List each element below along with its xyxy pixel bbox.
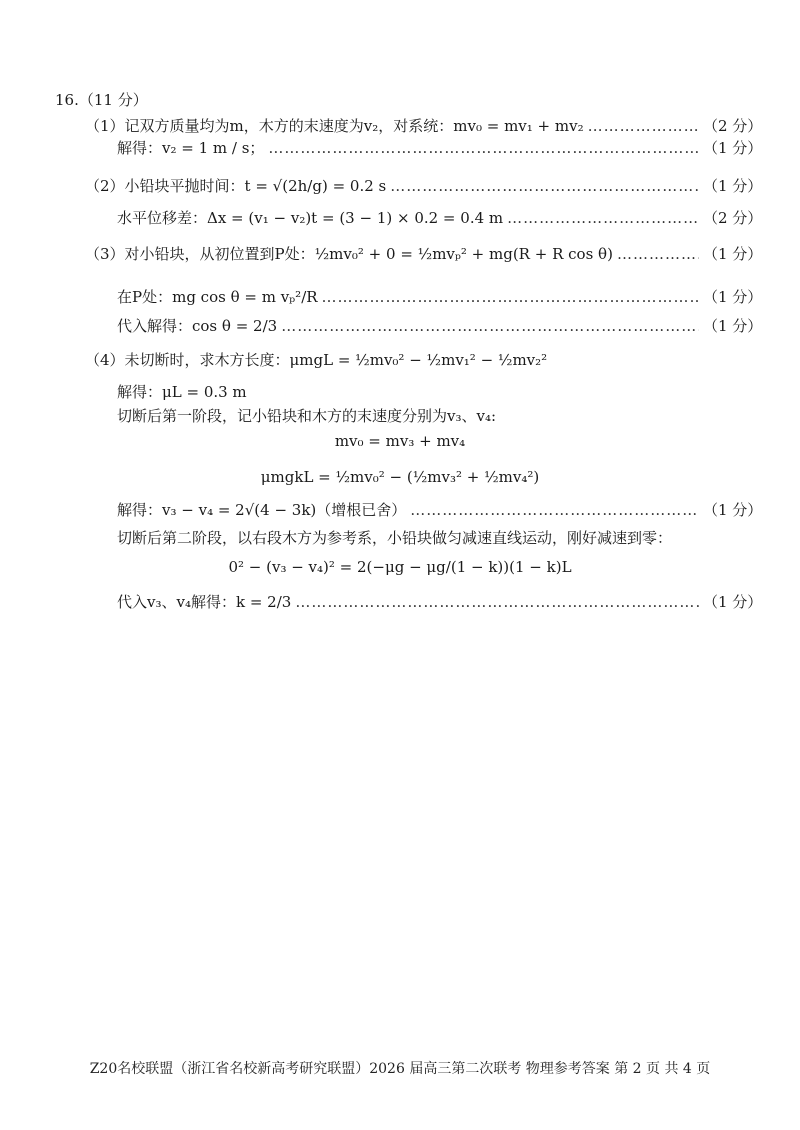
part1-line2-text: 解得：v₂ = 1 m / s； (117, 139, 265, 157)
part4-line5: 切断后第二阶段，以右段木方为参考系，小铅块做匀减速直线运动，刚好减速到零： (117, 529, 673, 547)
score-label: （2 分） (703, 117, 763, 135)
part3-line2-text: 在P处：mg cos θ = m vₚ²/R (117, 288, 318, 306)
part4-line4 (117, 500, 763, 520)
leader-dots (410, 500, 699, 520)
equation-momentum: mv₀ = mv₃ + mv₄ (334, 432, 466, 450)
score-label: （1 分） (703, 317, 763, 335)
leader-dots (588, 116, 699, 136)
part2-line1-text: （2）小铅块平抛时间：t = √(2h/g) = 0.2 s (85, 177, 387, 195)
part4-line4-text: 解得：v₃ − v₄ = 2√(4 − 3k)（增根已舍） (117, 501, 407, 519)
leader-dots (507, 208, 699, 228)
score-label: （1 分） (703, 139, 763, 157)
score-label: （1 分） (703, 288, 763, 306)
score-label: （1 分） (703, 593, 763, 611)
part4-line1-text: （4）未切断时，求木方长度：μmgL = ½mv₀² − ½mv₁² − ½mv₂² (85, 351, 548, 369)
part3-line1-text: （3）对小铅块，从初位置到P处：½mv₀² + 0 = ½mvₚ² + mg(R + R cos θ) (85, 245, 613, 263)
part1-line1 (85, 116, 763, 136)
part1-line2 (117, 138, 763, 158)
part4-line6-text: 代入v₃、v₄解得：k = 2/3 (117, 593, 292, 611)
part3-line3 (117, 316, 763, 336)
page-footer: Z20名校联盟（浙江省名校新高考研究联盟）2026 届高三第二次联考 物理参考答案 第 2 页 共 4 页 (89, 1061, 711, 1077)
equation-energy: μmgkL = ½mv₀² − (½mv₃² + ½mv₄²) (260, 468, 540, 486)
score-label: （1 分） (703, 501, 763, 519)
part4-line3: 切断后第一阶段，记小铅块和木方的末速度分别为v₃、v₄: (117, 407, 497, 425)
part3-line3-text: 代入解得：cos θ = 2/3 (117, 317, 278, 335)
question-number: 16.（11 分） (55, 91, 148, 109)
part3-line2 (117, 287, 763, 307)
leader-dots (268, 138, 699, 158)
part2-line1 (85, 176, 763, 196)
part2-line2-text: 水平位移差：Δx = (v₁ − v₂)t = (3 − 1) × 0.2 = 0.4 m (117, 209, 504, 227)
part3-line1 (85, 244, 763, 264)
part4-line1 (85, 350, 755, 370)
leader-dots (281, 316, 699, 336)
leader-dots (617, 244, 699, 264)
score-label: （2 分） (703, 209, 763, 227)
leader-dots (390, 176, 699, 196)
part4-line2: 解得：μL = 0.3 m (117, 383, 247, 401)
part4-line6 (117, 592, 763, 612)
leader-dots (295, 592, 699, 612)
leader-dots (322, 287, 699, 307)
score-label: （1 分） (703, 245, 763, 263)
equation-kinematics: 0² − (v₃ − v₄)² = 2(−μg − μg/(1 − k))(1 − k)L (228, 558, 572, 576)
part1-line1-text: （1）记双方质量均为m，木方的末速度为v₂，对系统：mv₀ = mv₁ + mv₂ (85, 117, 584, 135)
score-label: （1 分） (703, 177, 763, 195)
part2-line2 (117, 208, 763, 228)
